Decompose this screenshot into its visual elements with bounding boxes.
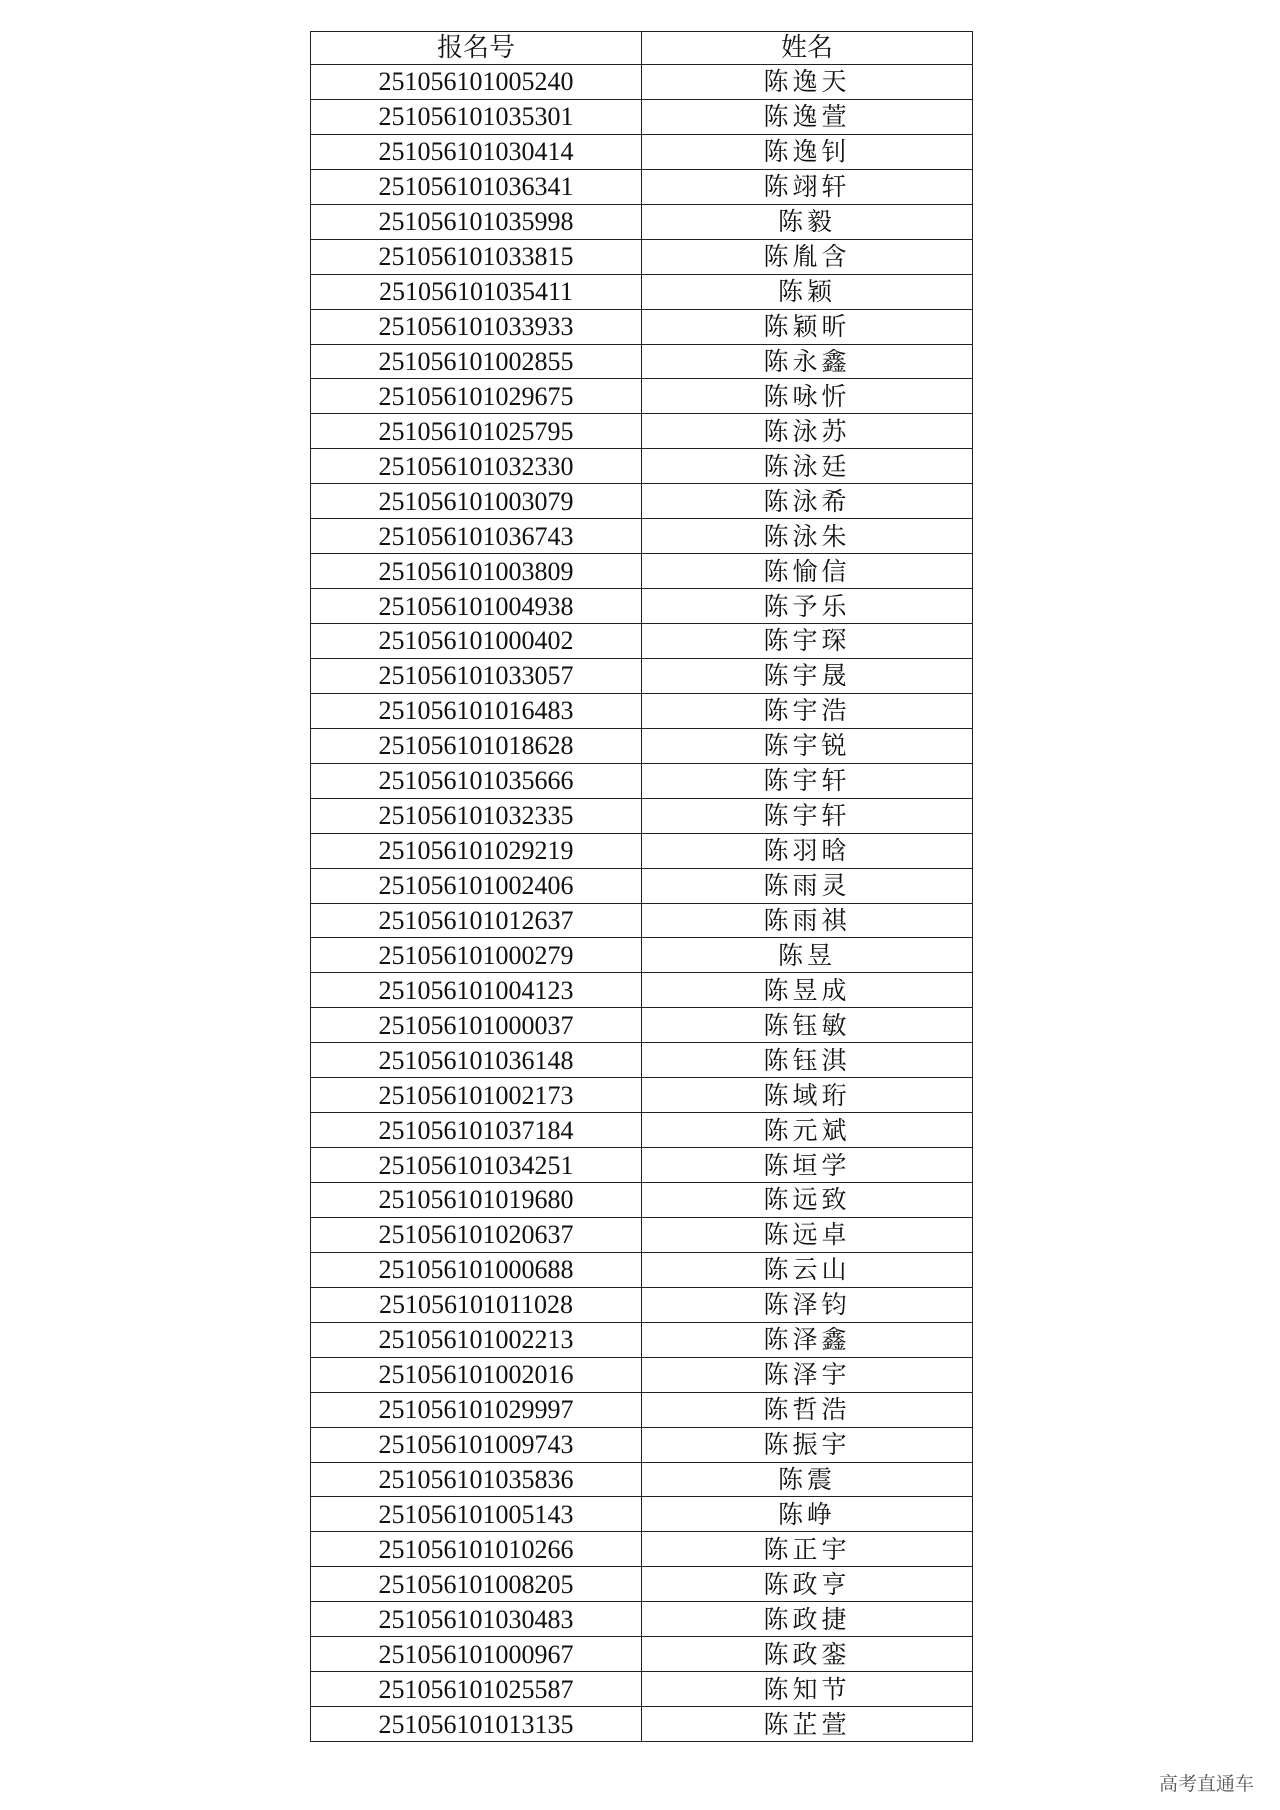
table-row [311, 1252, 973, 1287]
table-row [311, 938, 973, 973]
table-row [311, 1462, 973, 1497]
name-cell: 陈钰敏 [642, 1008, 973, 1043]
table-row [311, 484, 973, 519]
registration-number-cell: 251056101035836 [311, 1462, 642, 1497]
table-row [311, 903, 973, 938]
name-cell: 陈毅 [642, 204, 973, 239]
name-cell: 陈永鑫 [642, 344, 973, 379]
table-row [311, 973, 973, 1008]
registration-number-cell: 251056101012637 [311, 903, 642, 938]
table-row [311, 1672, 973, 1707]
name-cell: 陈咏忻 [642, 379, 973, 414]
column-header-name: 姓名 [642, 32, 973, 65]
table-row [311, 449, 973, 484]
registration-number-cell: 251056101018628 [311, 728, 642, 763]
table-row [311, 274, 973, 309]
name-cell: 陈峥 [642, 1497, 973, 1532]
registration-number-cell: 251056101035301 [311, 99, 642, 134]
name-cell: 陈远卓 [642, 1217, 973, 1252]
name-cell: 陈宇晟 [642, 658, 973, 693]
name-cell: 陈宇轩 [642, 763, 973, 798]
table-row [311, 99, 973, 134]
name-cell: 陈宇琛 [642, 624, 973, 659]
registration-number-cell: 251056101002213 [311, 1322, 642, 1357]
registration-number-cell: 251056101000967 [311, 1637, 642, 1672]
name-cell: 陈远致 [642, 1183, 973, 1218]
name-cell: 陈泳廷 [642, 449, 973, 484]
registration-number-cell: 251056101020637 [311, 1217, 642, 1252]
registration-number-cell: 251056101002406 [311, 868, 642, 903]
registration-number-cell: 251056101036743 [311, 519, 642, 554]
table-row [311, 1183, 973, 1218]
registration-number-cell: 251056101029675 [311, 379, 642, 414]
registration-number-cell: 251056101002855 [311, 344, 642, 379]
table-row [311, 239, 973, 274]
table-row [311, 763, 973, 798]
name-cell: 陈宇轩 [642, 798, 973, 833]
table-row [311, 519, 973, 554]
name-cell: 陈逸钊 [642, 134, 973, 169]
registration-number-cell: 251056101036341 [311, 169, 642, 204]
name-cell: 陈雨祺 [642, 903, 973, 938]
name-cell: 陈雨灵 [642, 868, 973, 903]
name-cell: 陈愉信 [642, 554, 973, 589]
table-header-row [311, 32, 973, 65]
registration-number-cell: 251056101030414 [311, 134, 642, 169]
table-row [311, 833, 973, 868]
table-row [311, 1217, 973, 1252]
watermark-text: 高考直通车 [1158, 1773, 1254, 1795]
registration-number-cell: 251056101013135 [311, 1707, 642, 1742]
registration-number-cell: 251056101019680 [311, 1183, 642, 1218]
name-cell: 陈逸萱 [642, 99, 973, 134]
name-cell: 陈振宇 [642, 1427, 973, 1462]
name-cell: 陈哲浩 [642, 1392, 973, 1427]
name-cell: 陈震 [642, 1462, 973, 1497]
name-cell: 陈政捷 [642, 1602, 973, 1637]
table-row [311, 868, 973, 903]
table-row [311, 1392, 973, 1427]
registration-number-cell: 251056101037184 [311, 1113, 642, 1148]
registration-number-cell: 251056101033933 [311, 309, 642, 344]
registration-number-cell: 251056101035411 [311, 274, 642, 309]
registration-number-cell: 251056101000402 [311, 624, 642, 659]
table-row [311, 589, 973, 624]
registration-number-cell: 251056101035998 [311, 204, 642, 239]
column-header-registration-number: 报名号 [311, 32, 642, 65]
registration-number-cell: 251056101008205 [311, 1567, 642, 1602]
table-row [311, 169, 973, 204]
name-cell: 陈宇锐 [642, 728, 973, 763]
name-cell: 陈泽钧 [642, 1287, 973, 1322]
registration-number-cell: 251056101005240 [311, 65, 642, 100]
name-cell: 陈政亨 [642, 1567, 973, 1602]
name-cell: 陈云山 [642, 1252, 973, 1287]
name-cell: 陈芷萱 [642, 1707, 973, 1742]
table-row [311, 554, 973, 589]
registration-number-cell: 251056101029219 [311, 833, 642, 868]
table-row [311, 1043, 973, 1078]
name-cell: 陈昱成 [642, 973, 973, 1008]
registration-number-cell: 251056101003809 [311, 554, 642, 589]
registration-number-cell: 251056101034251 [311, 1148, 642, 1183]
name-cell: 陈羽晗 [642, 833, 973, 868]
registration-number-cell: 251056101000688 [311, 1252, 642, 1287]
table-row [311, 1497, 973, 1532]
name-cell: 陈胤含 [642, 239, 973, 274]
name-cell: 陈昱 [642, 938, 973, 973]
table-body [311, 65, 973, 1742]
table-row [311, 309, 973, 344]
name-cell: 陈予乐 [642, 589, 973, 624]
registration-number-cell: 251056101009743 [311, 1427, 642, 1462]
table-row [311, 728, 973, 763]
registration-number-cell: 251056101033815 [311, 239, 642, 274]
table-row [311, 693, 973, 728]
registration-number-cell: 251056101035666 [311, 763, 642, 798]
table-row [311, 1322, 973, 1357]
table-row [311, 798, 973, 833]
table-row [311, 624, 973, 659]
table-row [311, 1113, 973, 1148]
registration-number-cell: 251056101032335 [311, 798, 642, 833]
table-row [311, 1078, 973, 1113]
table-row [311, 1707, 973, 1742]
name-cell: 陈知节 [642, 1672, 973, 1707]
table-row [311, 344, 973, 379]
registration-number-cell: 251056101002016 [311, 1357, 642, 1392]
registration-number-cell: 251056101030483 [311, 1602, 642, 1637]
name-cell: 陈政銮 [642, 1637, 973, 1672]
table-row [311, 1427, 973, 1462]
table-row [311, 204, 973, 239]
registration-number-cell: 251056101032330 [311, 449, 642, 484]
table-row [311, 1008, 973, 1043]
registration-number-cell: 251056101004123 [311, 973, 642, 1008]
name-cell: 陈泳朱 [642, 519, 973, 554]
registration-number-cell: 251056101000279 [311, 938, 642, 973]
table-row [311, 1287, 973, 1322]
name-cell: 陈泽鑫 [642, 1322, 973, 1357]
registration-number-cell: 251056101004938 [311, 589, 642, 624]
table-row [311, 1602, 973, 1637]
registration-number-cell: 251056101005143 [311, 1497, 642, 1532]
roster-table [310, 31, 973, 1742]
table-row [311, 1148, 973, 1183]
name-cell: 陈钰淇 [642, 1043, 973, 1078]
registration-number-cell: 251056101003079 [311, 484, 642, 519]
registration-number-cell: 251056101000037 [311, 1008, 642, 1043]
registration-number-cell: 251056101025795 [311, 414, 642, 449]
name-cell: 陈泳希 [642, 484, 973, 519]
table-row [311, 379, 973, 414]
name-cell: 陈正宇 [642, 1532, 973, 1567]
table-row [311, 1567, 973, 1602]
name-cell: 陈颖昕 [642, 309, 973, 344]
registration-number-cell: 251056101036148 [311, 1043, 642, 1078]
registration-number-cell: 251056101016483 [311, 693, 642, 728]
name-cell: 陈泳苏 [642, 414, 973, 449]
registration-number-cell: 251056101011028 [311, 1287, 642, 1322]
name-cell: 陈逸天 [642, 65, 973, 100]
table-row [311, 414, 973, 449]
table-row [311, 1532, 973, 1567]
table-row [311, 134, 973, 169]
registration-number-cell: 251056101033057 [311, 658, 642, 693]
name-cell: 陈泽宇 [642, 1357, 973, 1392]
name-cell: 陈翊轩 [642, 169, 973, 204]
registration-number-cell: 251056101025587 [311, 1672, 642, 1707]
table-row [311, 1357, 973, 1392]
name-cell: 陈域珩 [642, 1078, 973, 1113]
name-cell: 陈元斌 [642, 1113, 973, 1148]
name-cell: 陈垣学 [642, 1148, 973, 1183]
registration-number-cell: 251056101002173 [311, 1078, 642, 1113]
name-cell: 陈颖 [642, 274, 973, 309]
name-cell: 陈宇浩 [642, 693, 973, 728]
table-row [311, 1637, 973, 1672]
table-row [311, 65, 973, 100]
table-row [311, 658, 973, 693]
registration-number-cell: 251056101010266 [311, 1532, 642, 1567]
registration-number-cell: 251056101029997 [311, 1392, 642, 1427]
